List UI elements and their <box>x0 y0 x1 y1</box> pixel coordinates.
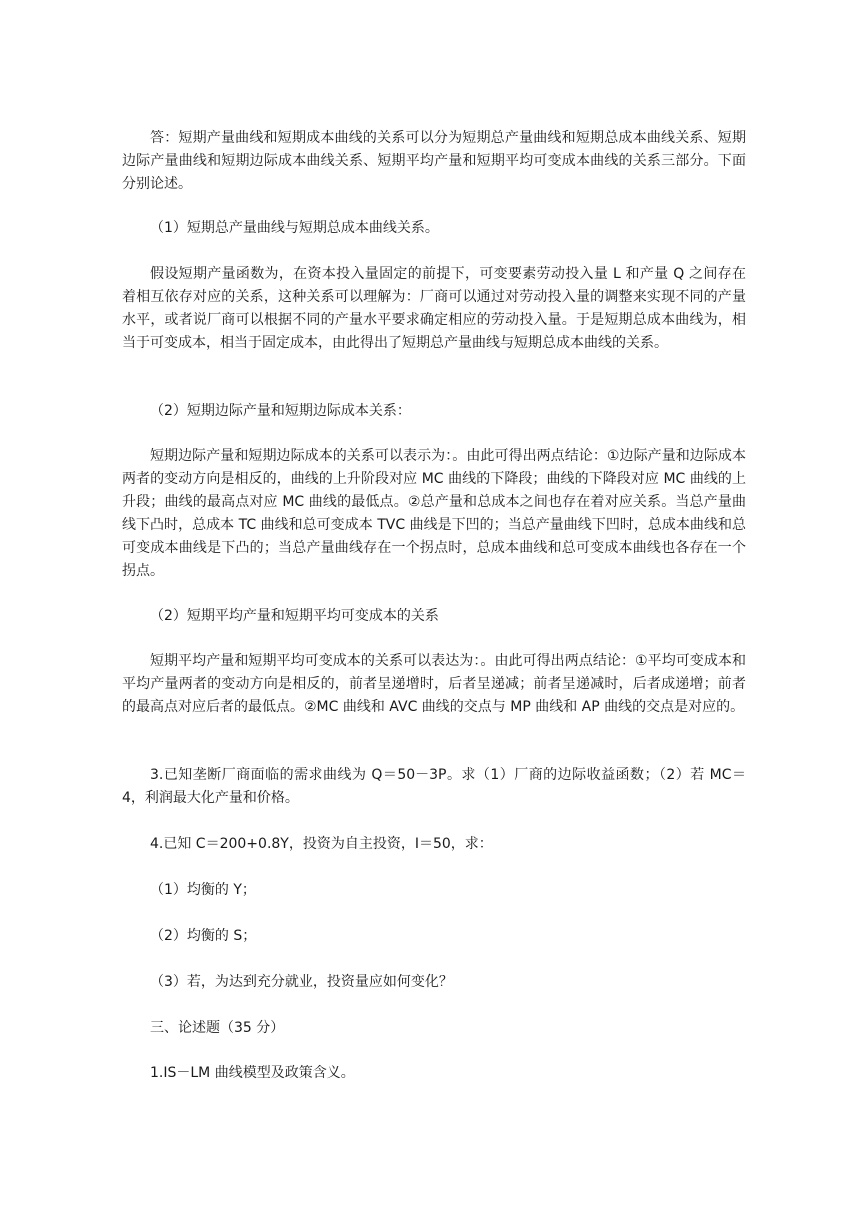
answer-intro-paragraph: 答：短期产量曲线和短期成本曲线的关系可以分为短期总产量曲线和短期总成本曲线关系、短期边际产量曲线和短期边际成本曲线关系、短期平均产量和短期平均可变成本曲线的关系三部分。下面分别论述。 <box>122 130 746 192</box>
question-3: 3.已知垄断厂商面临的需求曲线为 Q＝50－3P。求（1）厂商的边际收益函数；（2）若 MC＝4，利润最大化产量和价格。 <box>122 767 746 806</box>
section-1-heading: （1）短期总产量曲线与短期总成本曲线关系。 <box>150 220 439 236</box>
section-3-heading: （2）短期平均产量和短期平均可变成本的关系 <box>150 608 439 624</box>
marginal-product-paragraph: 短期边际产量和短期边际成本的关系可以表示为：。由此可得出两点结论：①边际产量和边际成本两者的变动方向是相反的，曲线的上升阶段对应 MC 曲线的下降段；曲线的下降段对应 MC 曲线的上升段；曲线的最高点对应 MC 曲线的最低点。②总产量和总成本之间也存在着对应关系。当总产量曲线下凸时，总成本 TC 曲线和总可变成本 TVC 曲线是下凹的；当总产量曲线下凹时，总成本曲线和总可变成本曲线是下凸的；当总产量曲线存在一个拐点时，总成本曲线和总可变成本曲线也各存在一个拐点。 <box>122 448 746 579</box>
question-4: 4.已知 C＝200+0.8Y，投资为自主投资，I＝50，求： <box>150 836 493 852</box>
section-2-heading: （2）短期边际产量和短期边际成本关系： <box>150 403 411 419</box>
question-4-part-3: （3）若，为达到充分就业，投资量应如何变化？ <box>150 974 453 990</box>
question-4-part-2: （2）均衡的 S； <box>150 928 257 944</box>
section-three-heading: 三、论述题（35 分） <box>150 1020 285 1036</box>
essay-question-1: 1.IS－LM 曲线模型及政策含义。 <box>150 1065 355 1081</box>
total-product-paragraph: 假设短期产量函数为，在资本投入量固定的前提下，可变要素劳动投入量 L 和产量 Q 之间存在着相互依存对应的关系，这种关系可以理解为：厂商可以通过对劳动投入量的调整来实现不同的产量水平，或者说厂商可以根据不同的产量水平要求确定相应的劳动投入量。于是短期总成本曲线为，相当于可变成本，相当于固定成本，由此得出了短期总产量曲线与短期总成本曲线的关系。 <box>122 266 746 351</box>
average-product-paragraph: 短期平均产量和短期平均可变成本的关系可以表达为：。由此可得出两点结论：①平均可变成本和平均产量两者的变动方向是相反的，前者呈递增时，后者呈递减；前者呈递减时，后者成递增；前者的最高点对应后者的最低点。②MC 曲线和 AVC 曲线的交点与 MP 曲线和 AP 曲线的交点是对应的。 <box>122 653 746 715</box>
question-4-part-1: （1）均衡的 Y； <box>150 882 256 898</box>
